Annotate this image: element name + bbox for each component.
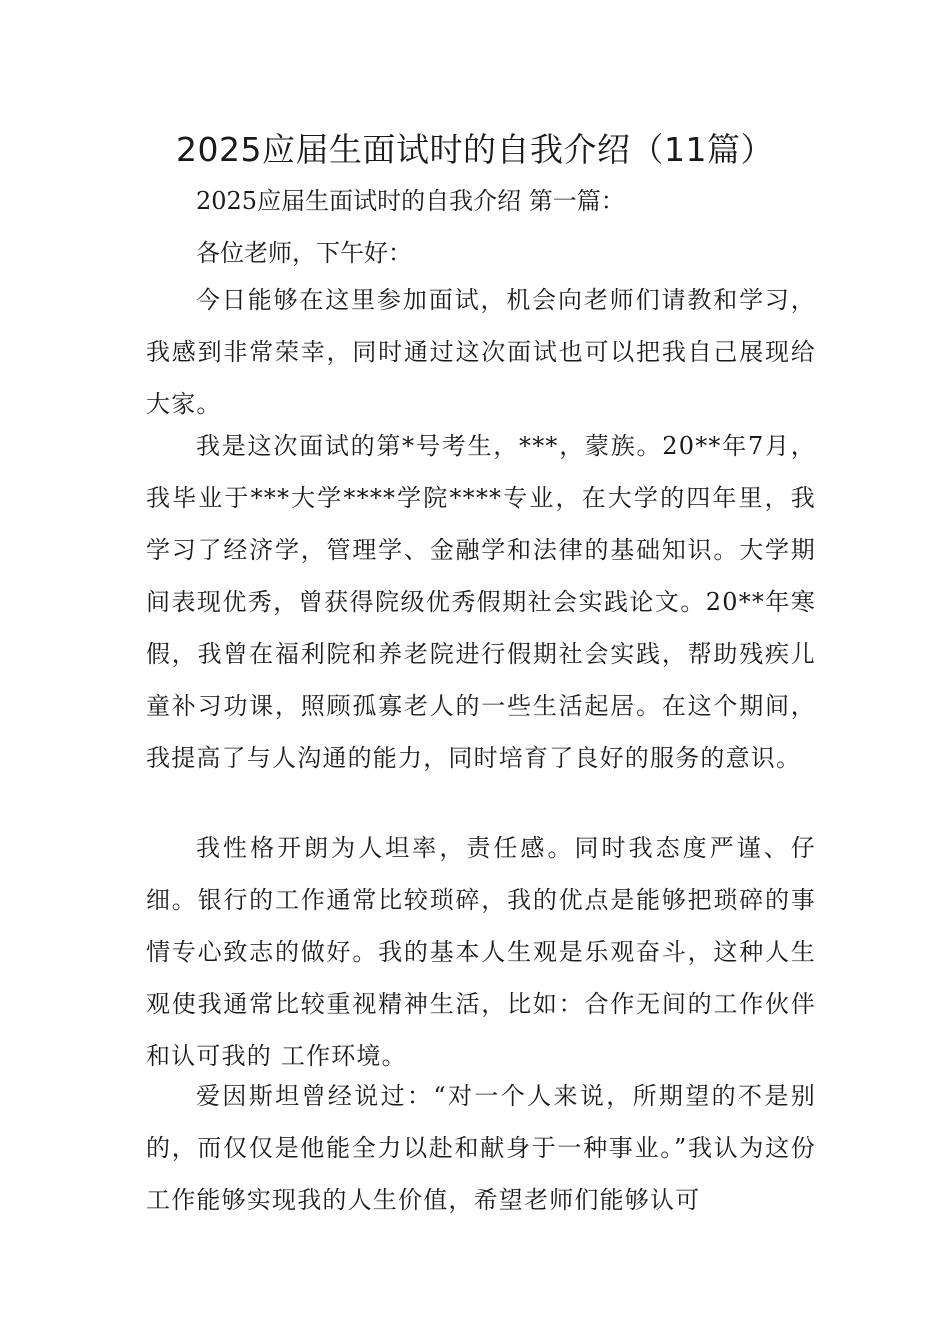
paragraph-intro: 今日能够在这里参加面试，机会向老师们请教和学习，我感到非常荣幸，同时通过这次面试也可以把我自己展现给大家。 xyxy=(146,286,816,418)
document-title: 2025应届生面试时的自我介绍（11篇） xyxy=(176,130,774,169)
greeting-line: 各位老师，下午好： xyxy=(196,239,412,267)
paragraph-background: 我是这次面试的第*号考生，***，蒙族。20**年7月，我毕业于***大学****学院****专业，在大学的四年里，我学习了经济学，管理学、金融学和法律的基础知识。大学期间表现优秀，曾获得院级优秀假期社会实践论文。20**年寒假，我曾在福利院和养老院进行假期社会实践，帮助残疾儿童补习功课，照顾孤寡老人的一些生活起居。在这个期间，我提高了与人沟通的能力，同时培育了良好的服务的意识。 xyxy=(146,432,816,772)
paragraph-quote: 爱因斯坦曾经说过：“对一个人来说，所期望的不是别的，而仅仅是他能全力以赴和献身于一种事业。”我认为这份工作能够实现我的人生价值，希望老师们能够认可 xyxy=(146,1082,816,1214)
section-heading: 2025应届生面试时的自我介绍 第一篇： xyxy=(196,187,625,215)
paragraph-personality: 我性格开朗为人坦率，责任感。同时我态度严谨、仔细。银行的工作通常比较琐碎，我的优点是能够把琐碎的事情专心致志的做好。我的基本人生观是乐观奋斗，这种人生观使我通常比较重视精神生活，比如：合作无间的工作伙伴和认可我的 工作环境。 xyxy=(146,834,816,1070)
